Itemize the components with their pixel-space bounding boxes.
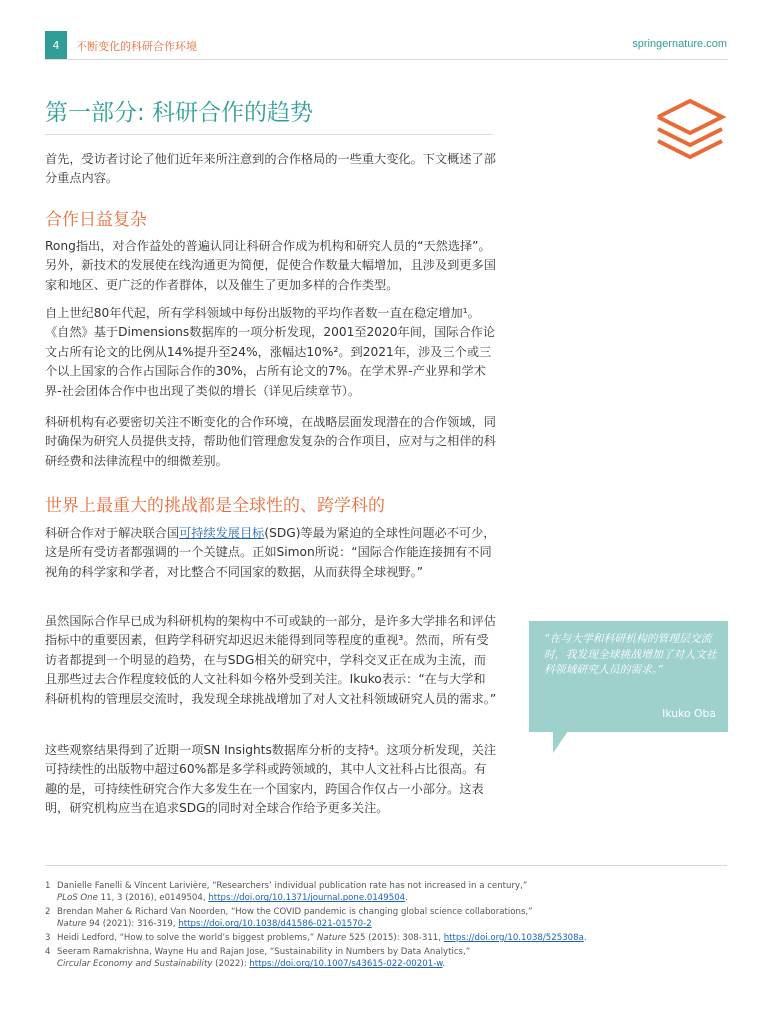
quote-text: “在与大学和科研机构的管理层交流时，我发现全球挑战增加了对人文社科领域研究人员的需求。” <box>544 632 717 676</box>
section-title: 第一部分: 科研合作的趋势 <box>45 100 314 126</box>
paragraph: 科研机构有必要密切关注不断变化的合作环境，在战略层面发现潜在的合作领域，同时确保为研究人员提供支持，帮助他们管理愈发复杂的合作项目，应对与之相伴的科研经费和法律流程中的细微差别。 <box>45 415 496 468</box>
doi-link[interactable]: https://doi.org/10.1007/s43615-022-00201-w <box>249 959 443 970</box>
paragraph: 虽然国际合作早已成为科研机构的架构中不可或缺的一部分，是许多大学排名和评估指标中的重要因素，但跨学科研究却迟迟未能得到同等程度的重视³。然而，所有受访者都提到一个明显的趋势，在与SDG相关的研究中，学科交叉正在成为主流，而且那些过去合作程度较低的人文社科如今格外受到关注。Ikuko表示：“在与大学和科研机构的管理层交流时，我发现全球挑战增加了对人文社科领域研究人员的需求。” <box>45 614 497 706</box>
footnote-text: Danielle Fanelli & Vincent Larivière, “Researchers’ individual publication rate has not increased in a century,” <box>57 881 528 891</box>
heading-collaboration-complex: 合作日益复杂 <box>45 210 147 230</box>
header-divider <box>45 59 727 60</box>
footnote <box>45 880 685 905</box>
journal: Nature <box>316 933 347 943</box>
journal: Circular Economy and Sustainability <box>57 959 213 970</box>
doi-link[interactable]: https://doi.org/10.1038/d41586-021-01570-2 <box>178 919 372 930</box>
quote-tail <box>553 731 568 753</box>
footnote-text: Brendan Maher & Richard Van Noorden, “How the COVID pandemic is changing global science collaborations,” <box>57 907 533 917</box>
footnote-text: 11, 3 (2016), e0149504, <box>97 893 209 904</box>
footnote-text: . <box>405 893 408 904</box>
footnote-number: 2 <box>45 907 51 917</box>
footnote <box>45 946 685 971</box>
footnote-text: (2022): <box>212 959 250 970</box>
site-link[interactable]: springernature.com <box>632 38 727 50</box>
intro-paragraph: 首先，受访者讨论了他们近年来所注意到的合作格局的一些重大变化。下文概述了部分重点内容。 <box>45 152 496 186</box>
heading-global-challenges: 世界上最重大的挑战都是全球性的、跨学科的 <box>45 496 385 516</box>
paragraph: 这些观察结果得到了近期一项SN Insights数据库分析的支持⁴。这项分析发现，关注可持续性的出版物中超过60%都是多学科或跨领域的，其中人文社科占比很高。有趣的是，可持续性研究合作大多发生在一个国家内，跨国合作仅占一小部分。这表明，研究机构应当在追求SDG的同时对全球合作给予更多关注。 <box>45 743 497 816</box>
footnote-text: Heidi Ledford, “How to solve the world’s biggest problems,” <box>57 933 317 943</box>
footnote-number: 3 <box>45 933 51 943</box>
page-number: 4 <box>45 31 67 59</box>
pull-quote <box>529 621 728 732</box>
footnote-text: 94 (2021): 316-319, <box>86 919 179 930</box>
footnote <box>45 932 685 944</box>
text: (SDG)等最为紧迫的全球性问题必不可少，这是所有受访者都强调的一个关键点。正如Simon所说：“国际合作能连接拥有不同视角的科学家和学者，对比整合不同国家的数据，从而获得全球视野。” <box>45 526 496 579</box>
footnote-text: . <box>583 933 587 943</box>
footnote-text: Seeram Ramakrishna, Wayne Hu and Rajan Jose, “Sustainability in Numbers by Data Analytics,” <box>57 947 471 957</box>
footnote <box>45 906 685 931</box>
journal: Nature <box>57 919 87 930</box>
footnote-text: 525 (2015): 308-311, <box>346 933 444 943</box>
doi-link[interactable]: https://doi.org/10.1371/journal.pone.0149504 <box>208 893 406 904</box>
doi-link[interactable]: https://doi.org/10.1038/525308a <box>443 933 584 943</box>
footnote-number: 1 <box>45 881 51 891</box>
layers-stack-icon <box>654 97 726 161</box>
paragraph-sdg <box>45 524 497 582</box>
title-divider <box>45 134 493 135</box>
quote-author: Ikuko Oba <box>662 707 716 720</box>
footnote-text: . <box>442 959 446 970</box>
sdg-link[interactable]: 可持续发展目标 <box>179 526 265 540</box>
footnote-number: 4 <box>45 947 51 957</box>
journal: PLoS One <box>57 893 98 904</box>
paragraph: Rong指出，对合作益处的普遍认同让科研合作成为机构和研究人员的“天然选择”。另外，新技术的发展使在线沟通更为简便，促使合作数量大幅增加，且涉及到更多国家和地区、更广泛的作者群体，以及催生了更加多样的合作类型。 <box>45 239 496 292</box>
running-title: 不断变化的科研合作环境 <box>76 40 197 53</box>
footnote-divider <box>45 865 727 866</box>
paragraph: 自上世纪80年代起，所有学科领域中每份出版物的平均作者数一直在稳定增加¹。《自然》基于Dimensions数据库的一项分析发现，2001至2020年间，国际合作论文占所有论文的比例从14%提升至24%，涨幅达10%²。到2021年，涉及三个或三个以上国家的合作占国际合作的30%，占所有论文的7%。在学术界-产业界和学术界-社会团体合作中也出现了类似的增长（详见后续章节）。 <box>45 306 496 398</box>
text: 科研合作对于解决联合国 <box>45 526 180 540</box>
